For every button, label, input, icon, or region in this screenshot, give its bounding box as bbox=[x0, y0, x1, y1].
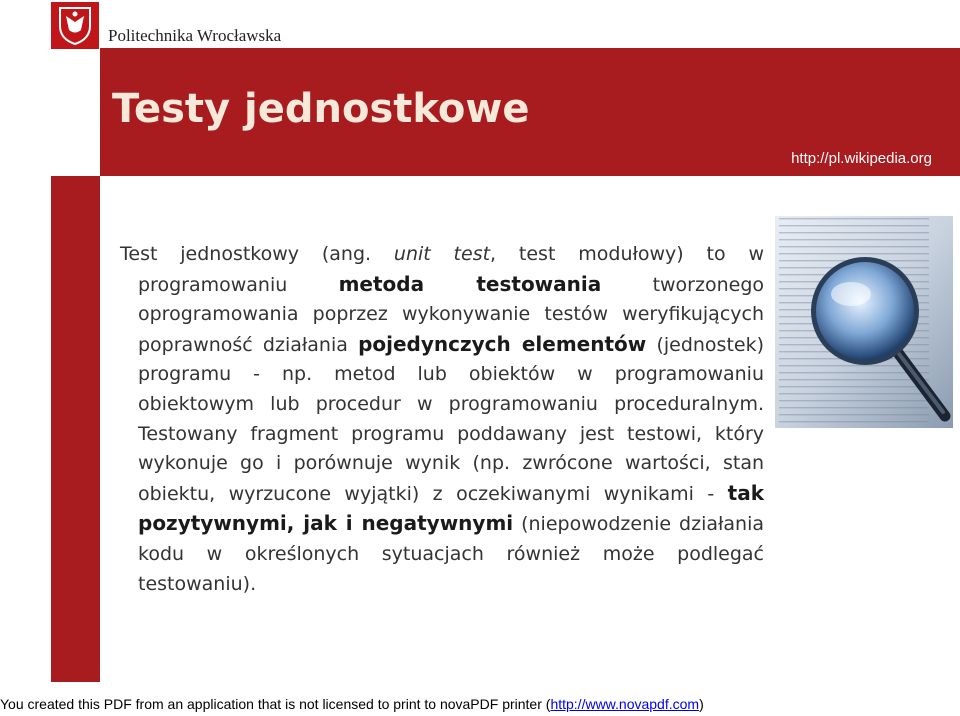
body-bold-3: tak pozytywnymi, jak i negatywnymi bbox=[138, 480, 764, 536]
institution-name: Politechnika Wrocławska bbox=[108, 26, 282, 45]
university-logo bbox=[51, 2, 99, 49]
body-text-2: , test modułowy) to w programowaniu bbox=[138, 243, 764, 296]
source-link[interactable]: http://pl.wikipedia.org bbox=[791, 150, 932, 167]
magnifying-glass-photo bbox=[775, 216, 953, 428]
pdf-notice bbox=[0, 696, 960, 712]
side-accent-bar bbox=[51, 176, 100, 682]
pdf-notice-prefix: You created this PDF from an application that is not licensed to print to novaPDF printer ( bbox=[0, 696, 551, 712]
body-text-4: (jednostek) programu - np. metod lub obiektów w programowaniu obiektowym lub procedur w programowaniu proceduralnym. Testowany fragment programu poddawany jest testowi, który wykonuje go i porównuje wynik (np. zwrócone wartości, stan obiektu, wyrzucone wyjątki) z oczekiwanymi wynikami - bbox=[138, 333, 764, 505]
body-text-5: (niepowodzenie działania kodu w określonych sytuacjach również może podlegać testowaniu). bbox=[138, 513, 765, 595]
body-bold-2: pojedynczych elementów bbox=[358, 331, 647, 356]
slide-body bbox=[120, 240, 765, 599]
body-em-1: unit test bbox=[393, 243, 491, 265]
magnifier-icon bbox=[775, 216, 953, 428]
slide-title: Testy jednostkowe bbox=[112, 86, 530, 132]
body-text-3: tworzonego oprogramowania poprzez wykonywanie testów weryfikujących poprawność działania bbox=[138, 273, 765, 356]
novapdf-link[interactable]: http://www.novapdf.com bbox=[550, 696, 700, 712]
crest-icon bbox=[51, 2, 99, 49]
body-bold-1: metoda testowania bbox=[338, 271, 602, 296]
pdf-notice-suffix: ) bbox=[699, 696, 704, 712]
body-text-1: Test jednostkowy (ang. bbox=[120, 243, 394, 265]
